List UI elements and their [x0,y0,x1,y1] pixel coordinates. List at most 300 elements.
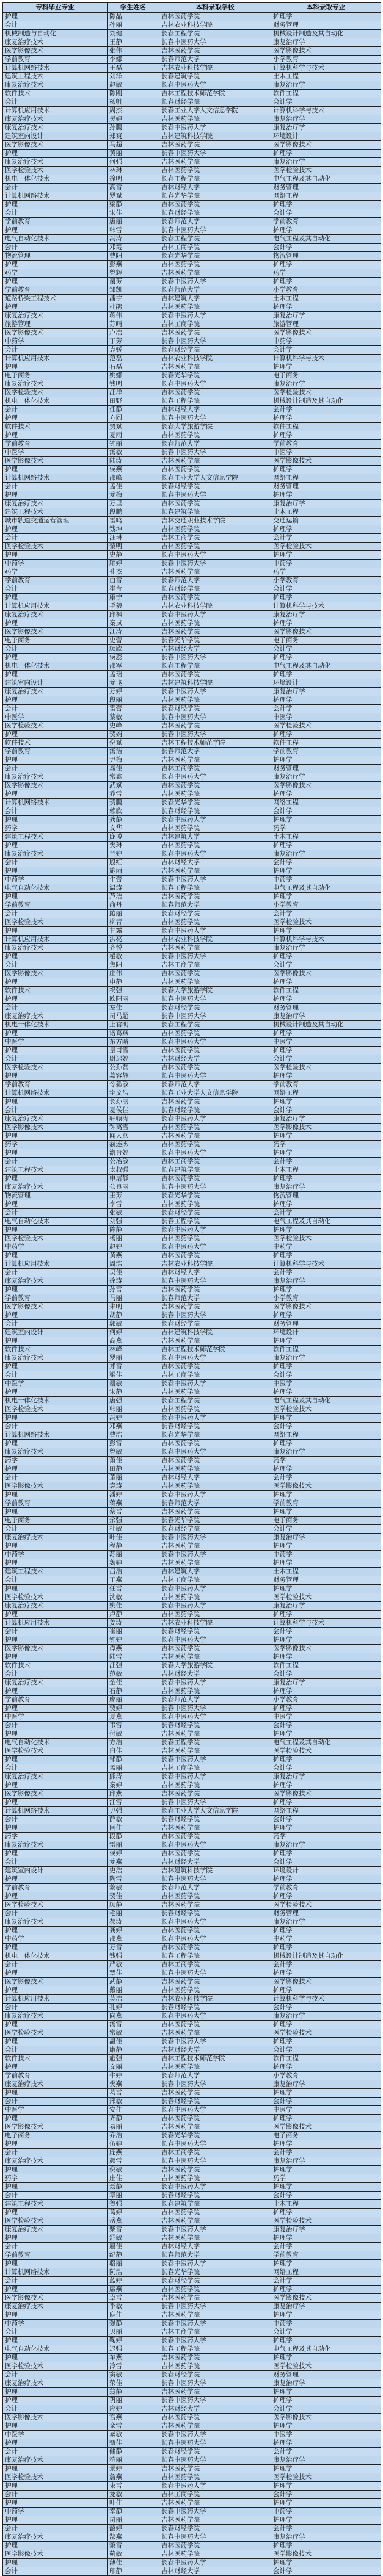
cell-student-name: 丁燕 [108,1576,159,1585]
cell-school: 长春财经学院 [159,910,271,918]
table-row [3,816,381,824]
cell-target-major: 医学检验技术 [271,918,381,927]
cell-target-major: 药学 [271,1833,381,1841]
cell-school: 长春财经学院 [159,585,271,594]
cell-major: 会计 [3,2448,108,2456]
table-row [3,2491,381,2499]
cell-major: 医学检验技术 [3,2473,108,2482]
table-row [3,2439,381,2448]
cell-target-major: 康复治疗学 [271,1841,381,1850]
table-row [3,961,381,970]
table-row [3,1089,381,1098]
cell-target-major: 学前教育 [271,218,381,226]
table-row [3,1790,381,1799]
cell-school: 吉林医药学院 [159,1542,271,1551]
table-row [3,2166,381,2174]
score-table-sheet [2,2,381,2576]
cell-major: 医学影像技术 [3,2550,108,2559]
cell-student-name: 储静 [108,2448,159,2456]
table-row [3,1901,381,1910]
cell-school: 长春中医药大学 [159,2038,271,2046]
cell-target-major: 护理学 [271,1491,381,1499]
table-row [3,722,381,731]
cell-student-name: 钱明 [108,380,159,389]
cell-school: 吉林医药学院 [159,2234,271,2243]
cell-major: 药学 [3,824,108,833]
cell-major: 康复治疗技术 [3,2012,108,2021]
cell-school: 长春中医药大学 [159,449,271,457]
cell-major: 中医学 [3,2106,108,2115]
cell-school: 吉林医药学院 [159,329,271,337]
cell-student-name: 林琳 [108,167,159,175]
cell-student-name: 黎雪 [108,2542,159,2550]
cell-school: 长春中医药大学 [159,2533,271,2542]
cell-student-name: 季敏 [108,2303,159,2311]
cell-major: 学前教育 [3,748,108,756]
cell-school: 长春光华学院 [159,1431,271,1440]
table-row [3,449,381,457]
cell-major: 电气自动化技术 [3,1218,108,1226]
cell-major: 康复治疗技术 [3,1012,108,1021]
table-row [3,1884,381,1892]
cell-school: 吉林医药学院 [159,1175,271,1183]
cell-student-name: 尹强 [108,1807,159,1816]
cell-student-name: 李娜 [108,56,159,64]
cell-target-major: 护理学 [271,363,381,372]
cell-target-major: 医学检验技术 [271,1901,381,1910]
table-row [3,141,381,150]
cell-target-major: 会计学 [271,1764,381,1773]
cell-school: 长春大学旅游学院 [159,1662,271,1670]
table-row [3,1465,381,1474]
cell-target-major: 会计学 [271,209,381,218]
cell-major: 护理 [3,1286,108,1294]
cell-target-major: 软件工程 [271,90,381,98]
table-row [3,107,381,115]
cell-target-major: 护理学 [271,978,381,987]
cell-target-major: 交通运输 [271,517,381,525]
table-row [3,2029,381,2038]
cell-major: 康复治疗技术 [3,1918,108,1927]
cell-target-major: 土木工程 [271,508,381,517]
cell-student-name: 贾婷 [108,1705,159,1713]
cell-target-major: 康复治疗学 [271,2157,381,2166]
cell-major: 护理 [3,1585,108,1593]
cell-major: 医学影像技术 [3,970,108,978]
cell-student-name: 熊涛 [108,1773,159,1781]
cell-school: 长春师范大学 [159,286,271,295]
cell-school: 吉林工商学院 [159,1158,271,1166]
table-row [3,2567,381,2576]
cell-major: 护理 [3,2422,108,2431]
cell-target-major: 会计学 [271,2328,381,2337]
table-row [3,355,381,363]
cell-target-major: 学前教育 [271,748,381,756]
cell-school: 长春中医药大学 [159,1679,271,1687]
cell-student-name: 袁媛 [108,346,159,355]
cell-school: 吉林医药学院 [159,1482,271,1491]
cell-target-major: 护理学 [271,1636,381,1645]
cell-student-name: 黄燕 [108,1252,159,1260]
cell-student-name: 钟婷 [108,1636,159,1645]
cell-target-major: 护理学 [271,1337,381,1346]
cell-student-name: 齐静 [108,2115,159,2123]
table-row [3,13,381,21]
cell-major: 会计 [3,705,108,713]
table-row [3,1850,381,1858]
table-row [3,936,381,944]
table-row [3,1576,381,1585]
cell-student-name: 常鑫 [108,773,159,782]
cell-target-major: 护理学 [271,2559,381,2567]
table-row [3,261,381,269]
cell-target-major: 康复治疗学 [271,81,381,90]
cell-student-name: 樊琳 [108,842,159,850]
cell-major: 护理 [3,816,108,824]
cell-major: 城市轨道交通运营管理 [3,517,108,525]
cell-school: 长春光华学院 [159,799,271,807]
table-row [3,2311,381,2320]
cell-major: 软件技术 [3,739,108,748]
cell-target-major: 药学 [271,1457,381,1465]
cell-target-major: 中医学 [271,713,381,722]
cell-school: 吉林工商学院 [159,1576,271,1585]
cell-target-major: 护理学 [271,816,381,824]
table-row [3,312,381,320]
cell-major: 护理 [3,594,108,602]
cell-school: 长春中医药大学 [159,551,271,560]
table-row [3,1004,381,1012]
cell-student-name: 宋佳 [108,209,159,218]
table-row [3,995,381,1004]
cell-student-name: 甄佳 [108,2439,159,2448]
cell-major: 会计 [3,1858,108,1867]
cell-target-major: 电气工程及其自动化 [271,1739,381,1747]
cell-student-name: 叶佳 [108,2499,159,2508]
table-row [3,970,381,978]
table-row [3,2038,381,2046]
cell-target-major: 网络工程 [271,1089,381,1098]
cell-target-major: 电气工程及其自动化 [271,662,381,671]
cell-major: 物流管理 [3,1192,108,1200]
cell-student-name: 张伟 [108,47,159,56]
cell-school: 吉林财经大学 [159,2405,271,2414]
cell-target-major: 会计学 [271,2448,381,2456]
cell-target-major: 小学教育 [271,286,381,295]
cell-major: 机电一体化技术 [3,175,108,184]
cell-school: 长春中医药大学 [159,1969,271,1978]
cell-student-name: 贺鹏 [108,799,159,807]
cell-student-name: 孙鹏 [108,124,159,132]
cell-major: 医学检验技术 [3,1901,108,1910]
cell-major: 医学检验技术 [3,2362,108,2371]
cell-student-name: 钱强 [108,1952,159,1961]
cell-school: 长春中医药大学 [159,1713,271,1722]
table-row [3,1132,381,1141]
table-row [3,619,381,628]
cell-school: 长春中医药大学 [159,414,271,423]
cell-school: 吉林医药学院 [159,2388,271,2397]
table-row [3,799,381,807]
cell-student-name: 汤雪 [108,2021,159,2029]
cell-target-major: 护理学 [271,654,381,662]
cell-school: 吉林医药学院 [159,842,271,850]
cell-major: 护理 [3,2063,108,2072]
cell-target-major: 医学检验技术 [271,2362,381,2371]
cell-student-name: 顾静 [108,1901,159,1910]
table-row [3,978,381,987]
cell-major: 会计 [3,1576,108,1585]
cell-student-name: 汤洁 [108,748,159,756]
header-row [3,3,381,13]
cell-school: 吉林医药学院 [159,2123,271,2132]
cell-student-name: 邵军 [108,662,159,671]
cell-target-major: 中医学 [271,1038,381,1047]
cell-target-major: 护理学 [271,2337,381,2345]
table-row [3,2362,381,2371]
cell-target-major: 会计学 [271,1474,381,1482]
cell-major: 会计 [3,645,108,654]
cell-school: 吉林医药学院 [159,2311,271,2320]
cell-major: 护理 [3,619,108,628]
cell-major: 医学影像技术 [3,1124,108,1132]
cell-student-name: 邓霞 [108,244,159,252]
cell-school: 长春中医药大学 [159,1448,271,1457]
cell-target-major: 医学检验技术 [271,389,381,397]
cell-major: 护理 [3,2166,108,2174]
cell-student-name: 薄佳 [108,2559,159,2567]
cell-student-name: 皇甫雪 [108,1047,159,1055]
cell-student-name: 孔杰 [108,568,159,577]
cell-major: 医学影像技术 [3,329,108,337]
table-row [3,1038,381,1047]
table-row [3,1423,381,1431]
cell-target-major: 网络工程 [271,192,381,201]
cell-major: 软件技术 [3,1346,108,1354]
cell-school: 长春工业大学人文信息学院 [159,1807,271,1816]
cell-school: 长春中医药大学 [159,1243,271,1252]
cell-school: 吉林农业科技学院 [159,1260,271,1269]
cell-student-name: 席燕 [108,2286,159,2294]
cell-school: 吉林医药学院 [159,1892,271,1901]
cell-target-major: 机械设计制造及其自动化 [271,30,381,38]
table-row [3,1072,381,1081]
cell-target-major: 护理学 [271,2183,381,2192]
table-row [3,1047,381,1055]
cell-target-major: 康复治疗学 [271,1602,381,1611]
cell-student-name: 万婷 [108,688,159,696]
cell-student-name: 景婷 [108,2465,159,2473]
cell-target-major: 护理学 [271,2038,381,2046]
cell-target-major: 学前教育 [271,440,381,449]
table-row [3,175,381,184]
cell-major: 会计 [3,2405,108,2414]
cell-school: 吉林工商学院 [159,1371,271,1380]
cell-target-major: 医学检验技术 [271,543,381,551]
cell-target-major: 医学检验技术 [271,1593,381,1602]
table-row [3,2268,381,2277]
cell-major: 学前教育 [3,1294,108,1303]
cell-target-major: 会计学 [271,534,381,543]
cell-school: 吉林医药学院 [159,1901,271,1910]
cell-student-name: 祝强 [108,987,159,995]
cell-school: 吉林医药学院 [159,389,271,397]
cell-student-name: 邓燕 [108,1423,159,1431]
cell-target-major: 环境设计 [271,132,381,141]
cell-major: 电气自动化技术 [3,884,108,893]
cell-major: 会计 [3,961,108,970]
cell-major: 护理 [3,1875,108,1884]
cell-student-name: 冯涛 [108,235,159,244]
cell-major: 护理 [3,1030,108,1038]
cell-target-major: 康复治疗学 [271,2226,381,2234]
cell-target-major: 财务管理 [271,765,381,773]
cell-school: 长春中医药大学 [159,1012,271,1021]
cell-school: 长春财经学院 [159,1525,271,1534]
cell-target-major: 护理学 [271,2465,381,2473]
table-row [3,2533,381,2542]
cell-student-name: 秦婷 [108,1781,159,1790]
cell-major: 护理 [3,1072,108,1081]
cell-target-major: 康复治疗学 [271,1012,381,1021]
cell-target-major: 康复治疗学 [271,312,381,320]
cell-school: 长春师范大学 [159,1884,271,1892]
cell-target-major: 会计学 [271,1158,381,1166]
cell-target-major: 康复治疗学 [271,1918,381,1927]
cell-target-major: 护理学 [271,2115,381,2123]
cell-student-name: 常敏 [108,2029,159,2038]
cell-target-major: 医学检验技术 [271,1405,381,1414]
table-row [3,790,381,799]
cell-student-name: 聂静 [108,2183,159,2192]
cell-major: 计算机应用技术 [3,1260,108,1269]
cell-major: 护理 [3,1098,108,1106]
cell-target-major: 小学教育 [271,577,381,585]
cell-major: 护理 [3,978,108,987]
table-row [3,2021,381,2029]
cell-student-name: 孔婷 [108,2004,159,2012]
table-row [3,654,381,662]
cell-student-name: 汪洋 [108,389,159,397]
cell-target-major: 小学教育 [271,1696,381,1705]
table-row [3,1781,381,1790]
cell-school: 吉林农业科技学院 [159,1619,271,1628]
cell-target-major: 护理学 [271,1252,381,1260]
cell-student-name: 任静 [108,406,159,414]
cell-target-major: 康复治疗学 [271,688,381,696]
cell-target-major: 护理学 [271,491,381,500]
cell-school: 长春光华学院 [159,2268,271,2277]
cell-student-name: 迟强 [108,2345,159,2354]
cell-student-name: 汪强 [108,1662,159,1670]
table-row [3,337,381,346]
cell-major: 会计 [3,1961,108,1969]
cell-school: 吉林工商学院 [159,534,271,543]
table-row [3,705,381,713]
cell-major: 计算机网络技术 [3,2268,108,2277]
cell-school: 吉林建筑科技学院 [159,1329,271,1337]
cell-student-name: 韩丽 [108,1405,159,1414]
cell-student-name: 翟敏 [108,953,159,961]
cell-student-name: 麻佳 [108,2311,159,2320]
cell-student-name: 尉迟婷 [108,1055,159,1064]
cell-major: 康复治疗技术 [3,2533,108,2542]
cell-school: 吉林医药学院 [159,782,271,790]
cell-target-major: 护理学 [271,414,381,423]
cell-student-name: 申静 [108,978,159,987]
cell-target-major: 康复治疗学 [271,2456,381,2465]
cell-school: 长春师范大学 [159,2072,271,2080]
cell-target-major: 会计学 [271,2491,381,2499]
cell-student-name: 陆涛 [108,457,159,466]
cell-target-major: 护理学 [271,1944,381,1952]
cell-school: 长春财经学院 [159,209,271,218]
cell-major: 医学检验技术 [3,722,108,731]
cell-student-name: 严敏 [108,1961,159,1969]
cell-school: 长春中医药大学 [159,2226,271,2234]
cell-target-major: 软件工程 [271,739,381,748]
table-row [3,2149,381,2157]
cell-student-name: 宇文浩 [108,1089,159,1098]
table-row [3,2004,381,2012]
cell-major: 护理 [3,1799,108,1807]
cell-school: 吉林工商学院 [159,765,271,773]
table-row [3,1799,381,1807]
cell-school: 吉林医药学院 [159,363,271,372]
cell-student-name: 谢芳 [108,278,159,286]
cell-student-name: 叶佳 [108,1534,159,1542]
cell-target-major: 医学影像技术 [271,141,381,150]
table-row [3,688,381,696]
table-row [3,2098,381,2106]
table-row [3,1320,381,1329]
cell-major: 康复治疗技术 [3,115,108,124]
cell-school: 吉林建筑科技学院 [159,679,271,688]
table-row [3,2542,381,2550]
cell-school: 长春中医药大学 [159,312,271,320]
cell-major: 软件技术 [3,987,108,995]
cell-school: 长春财经学院 [159,705,271,713]
cell-major: 康复治疗技术 [3,1679,108,1687]
cell-school: 长春中医药大学 [159,1038,271,1047]
cell-student-name: 鲍丽 [108,910,159,918]
cell-target-major: 康复治疗学 [271,1448,381,1457]
cell-student-name: 侯蕊 [108,654,159,662]
cell-target-major: 会计学 [271,961,381,970]
table-row [3,1260,381,1269]
cell-student-name: 康宁 [108,594,159,602]
cell-student-name: 诸葛燕 [108,1030,159,1038]
cell-student-name: 宫燕 [108,2414,159,2422]
cell-school: 吉林医药学院 [159,2063,271,2072]
table-body [3,13,381,2576]
cell-target-major: 康复治疗学 [271,2012,381,2021]
cell-major: 机电一体化技术 [3,397,108,406]
cell-target-major: 会计学 [271,1371,381,1380]
cell-student-name: 洪亮 [108,936,159,944]
cell-major: 医学影像技术 [3,628,108,637]
cell-school: 吉林农业科技学院 [159,936,271,944]
table-row [3,2525,381,2533]
table-row [3,1764,381,1773]
cell-target-major: 电气工程及其自动化 [271,2345,381,2354]
cell-target-major: 护理学 [271,1705,381,1713]
cell-student-name: 公良丽 [108,1183,159,1192]
cell-target-major: 电气工程及其自动化 [271,175,381,184]
cell-target-major: 护理学 [271,1986,381,1995]
cell-major: 护理 [3,953,108,961]
cell-major: 康复治疗技术 [3,312,108,320]
